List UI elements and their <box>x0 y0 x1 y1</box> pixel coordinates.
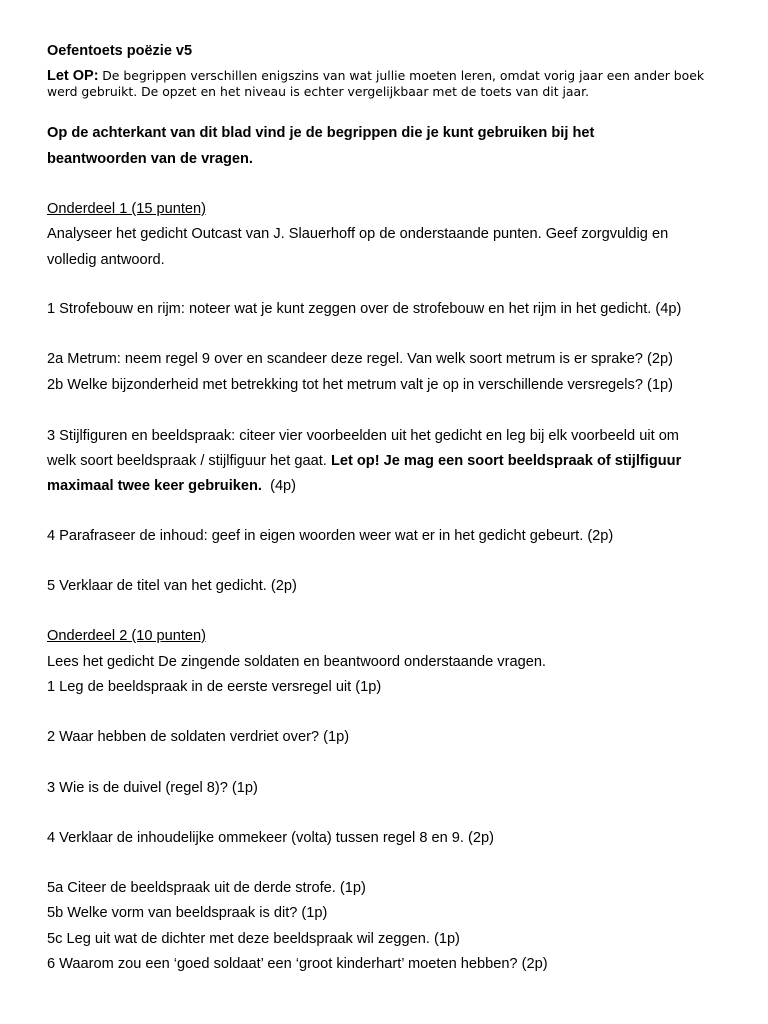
question-3-warning: Let op! Je mag een soort beeldspraak of stijlfiguur <box>330 453 682 469</box>
note-label: Let OP: <box>47 68 99 84</box>
part2-question-5c: 5c Leg uit wat de dichter met deze beeldspraak wil zeggen. (1p) <box>47 931 460 947</box>
part1-question-3-line-2 <box>47 452 681 470</box>
part2-question-1: 1 Leg de beeldspraak in de eerste versregel uit (1p) <box>47 679 382 695</box>
part2-heading: Onderdeel 2 (10 punten) <box>47 628 207 644</box>
part2-instruction: Lees het gedicht De zingende soldaten en beantwoord onderstaande vragen. <box>47 654 546 670</box>
part1-question-2b: 2b Welke bijzonderheid met betrekking tot het metrum valt je op in verschillende versregels? (1p) <box>47 377 673 393</box>
part1-question-3-line-1: 3 Stijlfiguren en beeldspraak: citeer vier voorbeelden uit het gedicht en leg bij elk voorbeeld uit om <box>47 428 679 444</box>
document-title: Oefentoets poëzie v5 <box>47 43 193 59</box>
question-3-text: welk soort beeldspraak / stijlfiguur het gaat. <box>47 453 327 469</box>
part1-question-1: 1 Strofebouw en rijm: noteer wat je kunt zeggen over de strofebouw en het rijm in het gedicht. (4p) <box>47 301 682 317</box>
part1-instruction-line-2: volledig antwoord. <box>47 252 165 268</box>
part2-question-5a: 5a Citeer de beeldspraak uit de derde strofe. (1p) <box>47 880 366 896</box>
intro-line-1: Op de achterkant van dit blad vind je de begrippen die je kunt gebruiken bij het <box>47 125 595 141</box>
question-3-points: (4p) <box>270 478 297 494</box>
part1-question-3-line-3 <box>47 477 296 495</box>
part2-question-2: 2 Waar hebben de soldaten verdriet over? (1p) <box>47 729 350 745</box>
part1-instruction-line-1: Analyseer het gedicht Outcast van J. Slauerhoff op de onderstaande punten. Geef zorgvuldig en <box>47 226 669 242</box>
part1-question-5: 5 Verklaar de titel van het gedicht. (2p) <box>47 578 297 594</box>
part1-question-2a: 2a Metrum: neem regel 9 over en scandeer deze regel. Van welk soort metrum is er sprake? (2p) <box>47 351 673 367</box>
part1-heading: Onderdeel 1 (15 punten) <box>47 201 207 217</box>
question-3-warning-end: maximaal twee keer gebruiken. <box>47 478 262 494</box>
part1-question-4: 4 Parafraseer de inhoud: geef in eigen woorden weer wat er in het gedicht gebeurt. (2p) <box>47 528 614 544</box>
part2-question-3: 3 Wie is de duivel (regel 8)? (1p) <box>47 780 258 796</box>
note-text: De begrippen verschillen enigszins van wat jullie moeten leren, omdat vorig jaar een ander boek werd gebruikt. De opzet en het niveau is echter vergelijkbaar met de toets van dit jaar. <box>47 68 705 99</box>
part2-question-5b: 5b Welke vorm van beeldspraak is dit? (1p) <box>47 905 328 921</box>
intro-line-2: beantwoorden van de vragen. <box>47 151 253 167</box>
note-paragraph <box>47 68 737 99</box>
part2-question-6: 6 Waarom zou een ‘goed soldaat’ een ‘groot kinderhart’ moeten hebben? (2p) <box>47 956 548 972</box>
part2-question-4: 4 Verklaar de inhoudelijke ommekeer (volta) tussen regel 8 en 9. (2p) <box>47 830 494 846</box>
